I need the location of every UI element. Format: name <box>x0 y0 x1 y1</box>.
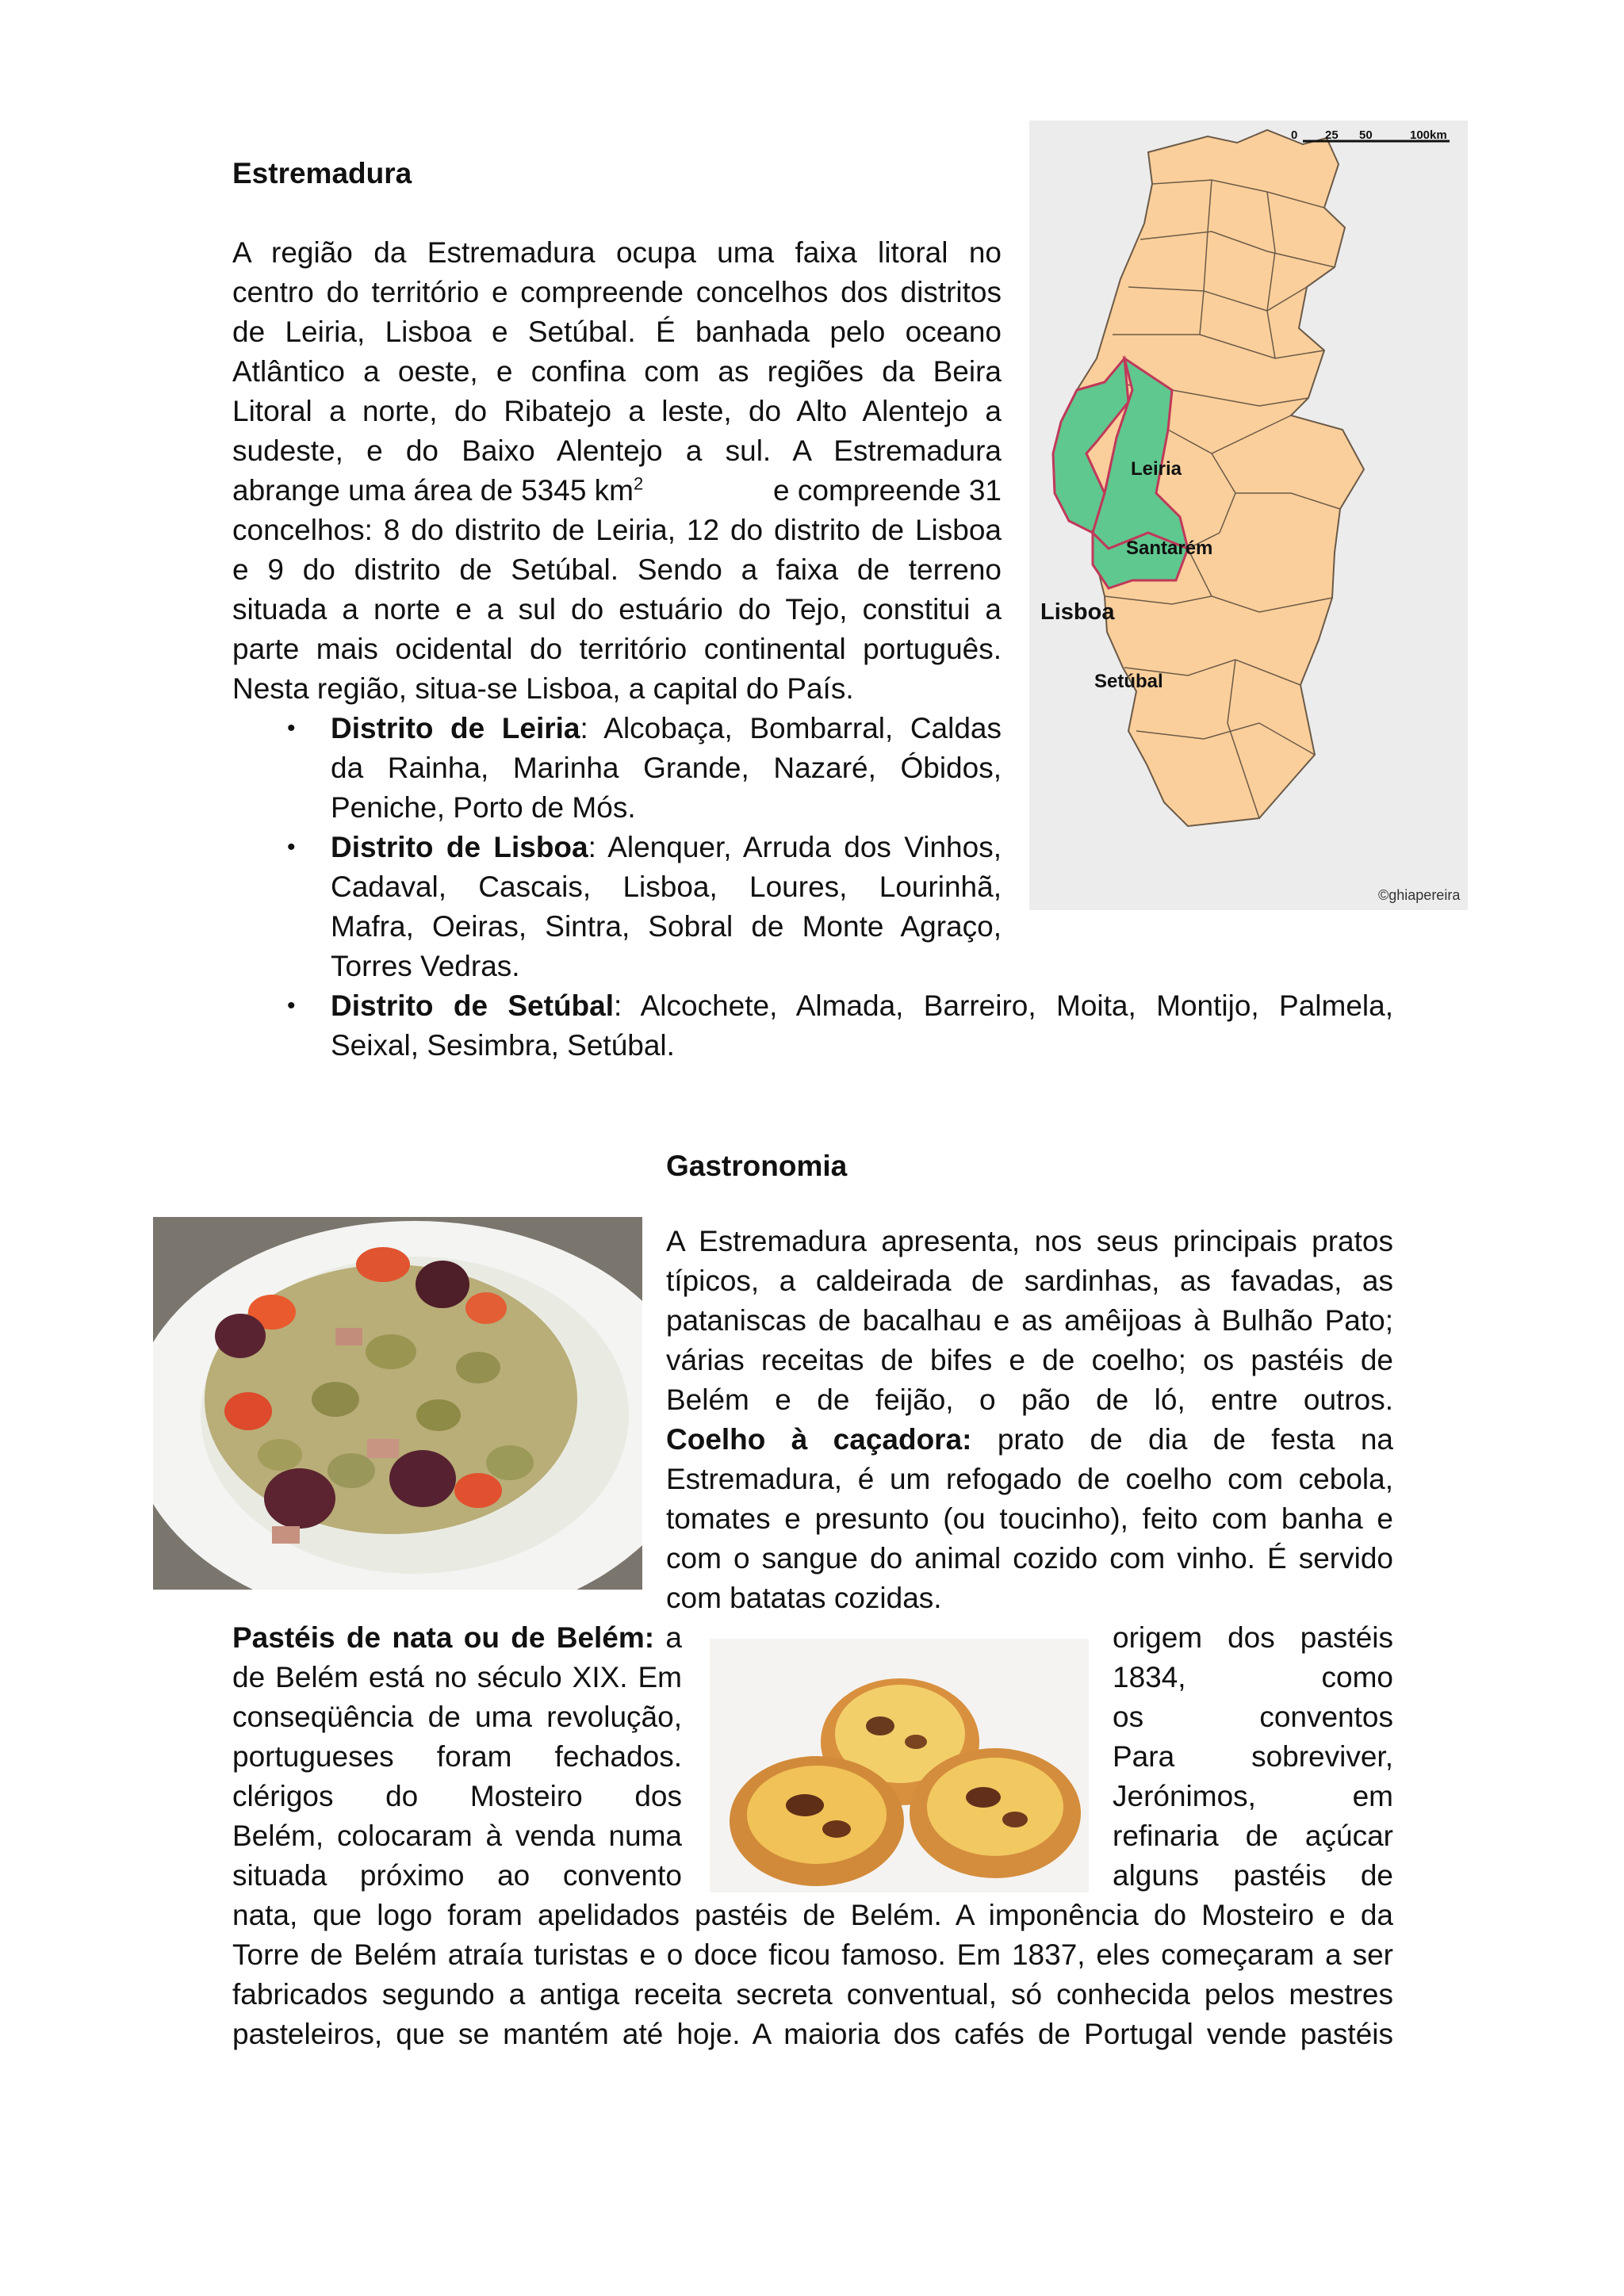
pasteis-right-line-1: origem dos pastéis <box>1113 1621 1393 1654</box>
area-text: abrange uma área de 5345 $km^2$ <box>232 473 644 507</box>
portugal-land <box>1053 130 1364 826</box>
estremadura-line-9: e 9 do distrito de Setúbal. Sendo a faixa de terreno <box>232 553 1002 586</box>
pasteis-left-line-5: clérigos do Mosteiro dos <box>232 1780 682 1812</box>
scale-label-0: 0 <box>1291 128 1298 142</box>
pasteis-left-line-2: de Belém está no século XIX. Em <box>232 1661 682 1693</box>
scale-label-25: 25 <box>1325 128 1339 142</box>
pasteis-left-line-1: Pastéis de nata ou de Belém: a <box>232 1621 682 1654</box>
pasteis-right-line-3: os conventos <box>1113 1701 1393 1733</box>
coelho-line-4: com o sangue do animal cozido com vinho. É servido <box>666 1542 1393 1575</box>
portugal-map <box>1029 121 1468 910</box>
coelho-line-3: tomates e presunto (ou toucinho), feito com banha e <box>666 1502 1393 1535</box>
scale-label-50: 50 <box>1359 128 1373 142</box>
estremadura-line-11: parte mais ocidental do território continental português. <box>232 633 1002 665</box>
map-label-lisboa: Lisboa <box>1040 599 1115 625</box>
pasteis-full-line-4: pasteleiros, que se mantém até hoje. A maioria dos cafés de Portugal vende pastéis <box>232 2018 1393 2050</box>
map-label-leiria: Leiria <box>1131 458 1182 480</box>
bullet-setubal: • <box>287 993 296 1019</box>
lisboa-line-2: Cadaval, Cascais, Lisboa, Loures, Lourinhã, <box>331 871 1002 903</box>
pasteis-right-line-6: refinaria de açúcar <box>1113 1820 1393 1852</box>
pasteis-illustration <box>710 1639 1089 1892</box>
bullet-leiria: • <box>287 715 296 741</box>
leiria-line-1: Distrito de Leiria: Alcobaça, Bombarral, Caldas <box>331 712 1002 744</box>
setubal-line-1: Distrito de Setúbal: Alcochete, Almada, Barreiro, Moita, Montijo, Palmela, <box>331 989 1393 1022</box>
estremadura-line-12: Nesta região, situa-se Lisboa, a capital do País. <box>232 672 854 705</box>
pasteis-right-line-5: Jerónimos, em <box>1113 1780 1393 1812</box>
map-label-santarem: Santarém <box>1126 538 1213 559</box>
scale-label-100km: 100km <box>1410 128 1447 142</box>
estremadura-line-7 <box>232 471 1002 511</box>
pasteis-left-line-6: Belém, colocaram à venda numa <box>232 1820 682 1852</box>
gastronomia-heading: Gastronomia <box>666 1150 848 1182</box>
gastronomia-line-3: pataniscas de bacalhau e as amêijoas à Bulhão Pato; <box>666 1304 1393 1337</box>
favas-illustration <box>153 1217 642 1590</box>
pasteis-full-line-3: fabricados segundo a antiga receita secreta conventual, só conhecida pelos mestres <box>232 1978 1393 2011</box>
estremadura-line-2: centro do território e compreende concelhos dos distritos <box>232 276 1002 308</box>
pasteis-right-line-4: Para sobreviver, <box>1113 1740 1393 1773</box>
gastronomia-line-1: A Estremadura apresenta, nos seus principais pratos <box>666 1225 1393 1257</box>
pasteis-full-line-2: Torre de Belém atraía turistas e o doce ficou famoso. Em 1837, eles começaram a ser <box>232 1938 1393 1971</box>
coelho-line-5: com batatas cozidas. <box>666 1582 942 1614</box>
map-label-setubal: Setúbal <box>1094 671 1163 692</box>
estremadura-line-10: situada a norte e a sul do estuário do Tejo, constitui a <box>232 593 1002 626</box>
estremadura-line-1: A região da Estremadura ocupa uma faixa litoral no <box>232 236 1002 269</box>
leiria-line-2: da Rainha, Marinha Grande, Nazaré, Óbidos, <box>331 752 1002 784</box>
pasteis-full-line-1: nata, que logo foram apelidados pastéis de Belém. A imponência do Mosteiro e da <box>232 1899 1393 1931</box>
pasteis-right-line-7: alguns pastéis de <box>1113 1859 1393 1892</box>
gastronomia-line-5: Belém e de feijão, o pão de ló, entre outros. <box>666 1383 1393 1416</box>
pasteis-left-line-7: situada próximo ao convento <box>232 1859 682 1892</box>
estremadura-line-3: de Leiria, Lisboa e Setúbal. É banhada pelo oceano <box>232 316 1002 348</box>
coelho-line-2: Estremadura, é um refogado de coelho com cebola, <box>666 1463 1393 1495</box>
pasteis-left-line-4: portugueses foram fechados. <box>232 1740 682 1773</box>
pasteis-de-nata-photo <box>710 1639 1089 1892</box>
leiria-line-3: Peniche, Porto de Mós. <box>331 791 636 824</box>
pasteis-right-line-2: 1834, como <box>1113 1661 1393 1693</box>
map-credit: ©ghiapereira <box>1378 887 1461 903</box>
portugal-map-svg <box>1029 121 1468 910</box>
estremadura-line-5: Litoral a norte, do Ribatejo a leste, do Alto Alentejo a <box>232 395 1002 427</box>
pasteis-left-line-3: conseqüência de uma revolução, <box>232 1701 682 1733</box>
lisboa-line-3: Mafra, Oeiras, Sintra, Sobral de Monte Agraço, <box>331 910 1002 943</box>
favas-photo <box>153 1217 642 1590</box>
setubal-line-2: Seixal, Sesimbra, Setúbal. <box>331 1029 675 1062</box>
lisboa-line-4: Torres Vedras. <box>331 950 520 982</box>
concelhos-count-text: e compreende 31 <box>773 474 1002 507</box>
bullet-lisboa: • <box>287 834 296 860</box>
estremadura-line-8: concelhos: 8 do distrito de Leiria, 12 do distrito de Lisboa <box>232 514 1002 546</box>
estremadura-line-6: sudeste, e do Baixo Alentejo a sul. A Estremadura <box>232 434 1002 467</box>
estremadura-heading: Estremadura <box>232 157 412 189</box>
coelho-line-1: Coelho à caçadora: prato de dia de festa na <box>666 1423 1393 1456</box>
gastronomia-line-2: típicos, a caldeirada de sardinhas, as favadas, as <box>666 1265 1393 1297</box>
estremadura-line-4: Atlântico a oeste, e confina com as regiões da Beira <box>232 355 1002 388</box>
gastronomia-line-4: várias receitas de bifes e de coelho; os pastéis de <box>666 1344 1393 1376</box>
lisboa-line-1: Distrito de Lisboa: Alenquer, Arruda dos Vinhos, <box>331 831 1002 863</box>
